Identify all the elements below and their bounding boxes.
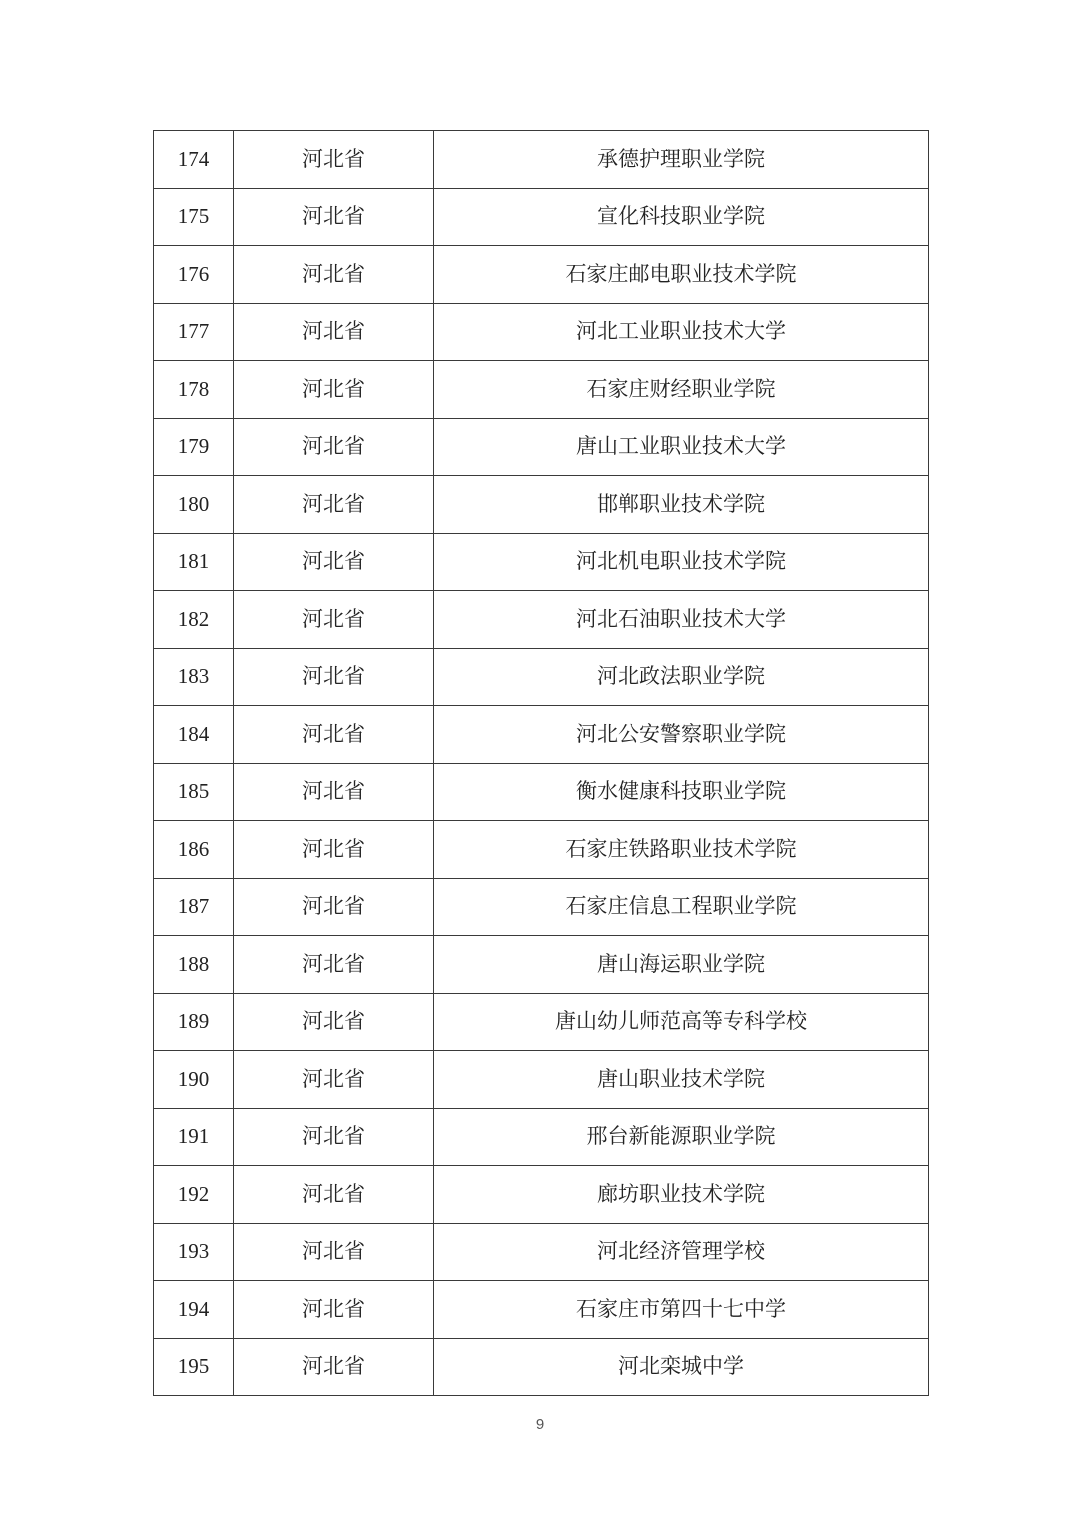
province-cell: 河北省 [234,993,434,1051]
school-name-cell: 宣化科技职业学院 [434,188,929,246]
table-row [154,246,929,304]
row-number: 193 [154,1223,234,1281]
school-name-cell: 唐山幼儿师范高等专科学校 [434,993,929,1051]
province-cell: 河北省 [234,1051,434,1109]
province-cell: 河北省 [234,1338,434,1396]
school-name-cell: 承德护理职业学院 [434,131,929,189]
table-row [154,361,929,419]
table-row [154,1281,929,1339]
school-name-cell: 廊坊职业技术学院 [434,1166,929,1224]
school-name-cell: 石家庄信息工程职业学院 [434,878,929,936]
school-name-cell: 河北经济管理学校 [434,1223,929,1281]
school-name-cell: 河北工业职业技术大学 [434,303,929,361]
table-row [154,188,929,246]
table-row [154,706,929,764]
row-number: 195 [154,1338,234,1396]
province-cell: 河北省 [234,361,434,419]
table-row [154,648,929,706]
province-cell: 河北省 [234,1223,434,1281]
province-cell: 河北省 [234,188,434,246]
row-number: 179 [154,418,234,476]
school-name-cell: 河北机电职业技术学院 [434,533,929,591]
row-number: 177 [154,303,234,361]
row-number: 187 [154,878,234,936]
school-name-cell: 河北公安警察职业学院 [434,706,929,764]
table-row [154,763,929,821]
row-number: 181 [154,533,234,591]
row-number: 192 [154,1166,234,1224]
province-cell: 河北省 [234,648,434,706]
row-number: 178 [154,361,234,419]
table-row [154,131,929,189]
table-row [154,1338,929,1396]
school-name-cell: 唐山海运职业学院 [434,936,929,994]
row-number: 185 [154,763,234,821]
school-name-cell: 河北政法职业学院 [434,648,929,706]
row-number: 184 [154,706,234,764]
province-cell: 河北省 [234,1166,434,1224]
table-row [154,1166,929,1224]
province-cell: 河北省 [234,763,434,821]
row-number: 190 [154,1051,234,1109]
row-number: 176 [154,246,234,304]
province-cell: 河北省 [234,936,434,994]
school-name-cell: 唐山职业技术学院 [434,1051,929,1109]
row-number: 175 [154,188,234,246]
province-cell: 河北省 [234,246,434,304]
school-name-cell: 石家庄铁路职业技术学院 [434,821,929,879]
school-name-cell: 石家庄市第四十七中学 [434,1281,929,1339]
province-cell: 河北省 [234,476,434,534]
table-row [154,936,929,994]
province-cell: 河北省 [234,821,434,879]
table-row [154,476,929,534]
school-name-cell: 邢台新能源职业学院 [434,1108,929,1166]
row-number: 191 [154,1108,234,1166]
province-cell: 河北省 [234,418,434,476]
row-number: 194 [154,1281,234,1339]
province-cell: 河北省 [234,131,434,189]
row-number: 174 [154,131,234,189]
province-cell: 河北省 [234,591,434,649]
school-name-cell: 衡水健康科技职业学院 [434,763,929,821]
school-name-cell: 石家庄财经职业学院 [434,361,929,419]
table-row [154,1051,929,1109]
table-row [154,821,929,879]
page-number: 9 [535,1416,545,1433]
province-cell: 河北省 [234,1281,434,1339]
school-name-cell: 邯郸职业技术学院 [434,476,929,534]
school-list-table [153,130,929,1396]
province-cell: 河北省 [234,706,434,764]
table-row [154,1108,929,1166]
table-row [154,878,929,936]
school-name-cell: 河北石油职业技术大学 [434,591,929,649]
row-number: 189 [154,993,234,1051]
table-row [154,993,929,1051]
table-row [154,533,929,591]
row-number: 183 [154,648,234,706]
table-row [154,591,929,649]
table-row [154,303,929,361]
school-name-cell: 石家庄邮电职业技术学院 [434,246,929,304]
row-number: 180 [154,476,234,534]
province-cell: 河北省 [234,533,434,591]
school-name-cell: 唐山工业职业技术大学 [434,418,929,476]
row-number: 186 [154,821,234,879]
school-name-cell: 河北栾城中学 [434,1338,929,1396]
province-cell: 河北省 [234,303,434,361]
row-number: 188 [154,936,234,994]
table-row [154,1223,929,1281]
table-row [154,418,929,476]
province-cell: 河北省 [234,1108,434,1166]
province-cell: 河北省 [234,878,434,936]
row-number: 182 [154,591,234,649]
table-body [154,131,929,1396]
